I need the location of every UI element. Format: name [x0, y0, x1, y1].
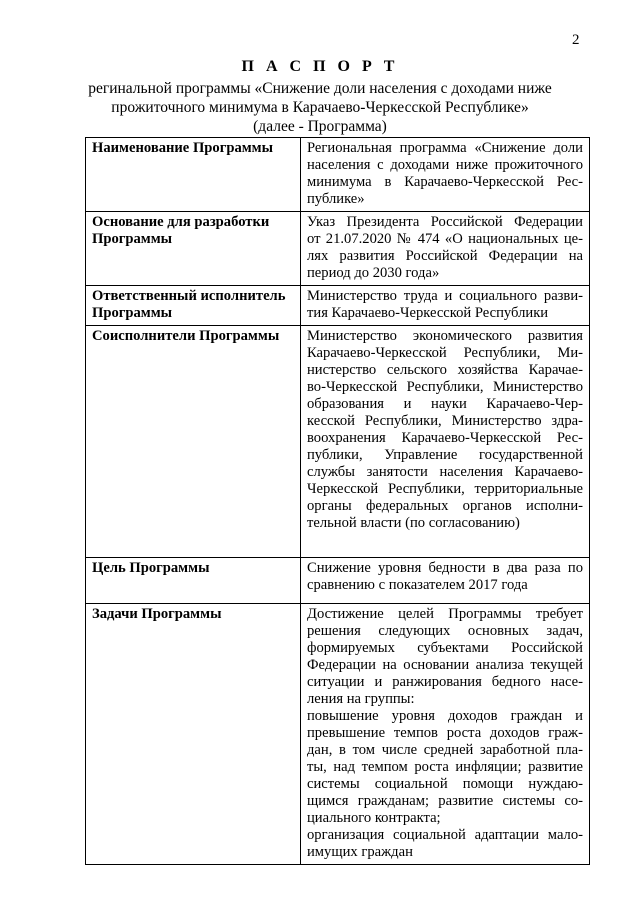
label-line: Наименование Программы	[92, 140, 274, 156]
value-line: имущих граждан	[307, 844, 413, 860]
row-label	[86, 286, 301, 326]
value-line: системы социальной помощи нуждаю-	[307, 776, 583, 792]
value-line: воохранения Карачаево-Черкесской Рес-	[307, 430, 583, 446]
value-line: лях развития Российской Федерации на	[307, 248, 583, 264]
value-line: формируемых субъектами Российской	[307, 640, 583, 656]
value-line: кесской Республики, Министерство здра-	[307, 413, 583, 429]
row-label	[86, 558, 301, 604]
value-line: минимума в Карачаево-Черкесской Рес-	[307, 174, 583, 190]
label-line: Задачи Программы	[92, 606, 222, 622]
value-line: период до 2030 года»	[307, 265, 440, 281]
subtitle-line-1: регинальной программы «Снижение доли населения с доходами ниже	[88, 80, 552, 97]
label-line: Соисполнители Программы	[92, 328, 280, 344]
value-line: повышение уровня доходов граждан и	[307, 708, 583, 724]
value-line: от 21.07.2020 № 474 «О национальных це-	[307, 231, 583, 247]
value-line: ситуации и ранжирования бедного насе-	[307, 674, 583, 690]
value-line: Карачаево-Черкесской Республики, Ми-	[307, 345, 583, 361]
value-line: Министерство труда и социального разви-	[307, 288, 583, 304]
subtitle-line-3: (далее - Программа)	[253, 118, 387, 135]
value-line: Региональная программа «Снижение доли	[307, 140, 583, 156]
value-line: Снижение уровня бедности в два раза по	[307, 560, 583, 576]
value-line: населения с доходами ниже прожиточного	[307, 157, 583, 173]
table-row	[86, 138, 590, 212]
value-line: циального контракта;	[307, 810, 441, 826]
document-title: П А С П О Р Т	[241, 58, 399, 75]
subtitle-line-2: прожиточного минимума в Карачаево-Черкесской Республике»	[111, 99, 529, 116]
value-line: Министерство экономического развития	[307, 328, 583, 344]
passport-table	[85, 137, 590, 865]
value-line: ты, над темпом роста инфляции; развитие	[307, 759, 583, 775]
row-value	[301, 212, 590, 286]
value-line: организация социальной адаптации мало-	[307, 827, 583, 843]
row-value	[301, 604, 590, 865]
table-row	[86, 558, 590, 604]
row-label	[86, 212, 301, 286]
label-line: Основание для разработки	[92, 214, 270, 230]
value-line: Федерации на основании анализа текущей	[307, 657, 583, 673]
row-value	[301, 326, 590, 558]
table-row	[86, 212, 590, 286]
value-line: Черкесской Республики, территориальные	[307, 481, 583, 497]
row-value	[301, 558, 590, 604]
label-line: Программы	[92, 305, 173, 321]
table-row	[86, 326, 590, 558]
label-line: Цель Программы	[92, 560, 210, 576]
value-line: ления на группы:	[307, 691, 415, 707]
value-line: решения следующих основных задач,	[307, 623, 583, 639]
value-line: сравнению с показателем 2017 года	[307, 577, 528, 593]
value-line: тельной власти (по согласованию)	[307, 515, 520, 531]
value-line: службы занятости населения Карачаево-	[307, 464, 583, 480]
value-line: дан, в том числе средней заработной пла-	[307, 742, 583, 758]
value-line: нистерство сельского хозяйства Карачае-	[307, 362, 583, 378]
label-line: Программы	[92, 231, 173, 247]
value-line: тия Карачаево-Черкесской Республики	[307, 305, 549, 321]
value-line: органы федеральных органов исполни-	[307, 498, 583, 514]
page-number: 2	[572, 32, 580, 48]
value-line: во-Черкесской Республики, Министерство	[307, 379, 583, 395]
value-line: щимся гражданам; развитие системы со-	[307, 793, 583, 809]
value-line: Достижение целей Программы требует	[307, 606, 583, 622]
row-label	[86, 138, 301, 212]
value-line: превышение темпов роста доходов граж-	[307, 725, 583, 741]
value-line: Указ Президента Российской Федерации	[307, 214, 583, 230]
value-line: публики, Управление государственной	[307, 447, 583, 463]
row-value	[301, 286, 590, 326]
table-row	[86, 604, 590, 865]
value-line: образования и науки Карачаево-Чер-	[307, 396, 583, 412]
value-line: публике»	[307, 191, 365, 207]
row-label	[86, 326, 301, 558]
row-label	[86, 604, 301, 865]
label-line: Ответственный исполнитель	[92, 288, 286, 304]
row-value	[301, 138, 590, 212]
table-row	[86, 286, 590, 326]
